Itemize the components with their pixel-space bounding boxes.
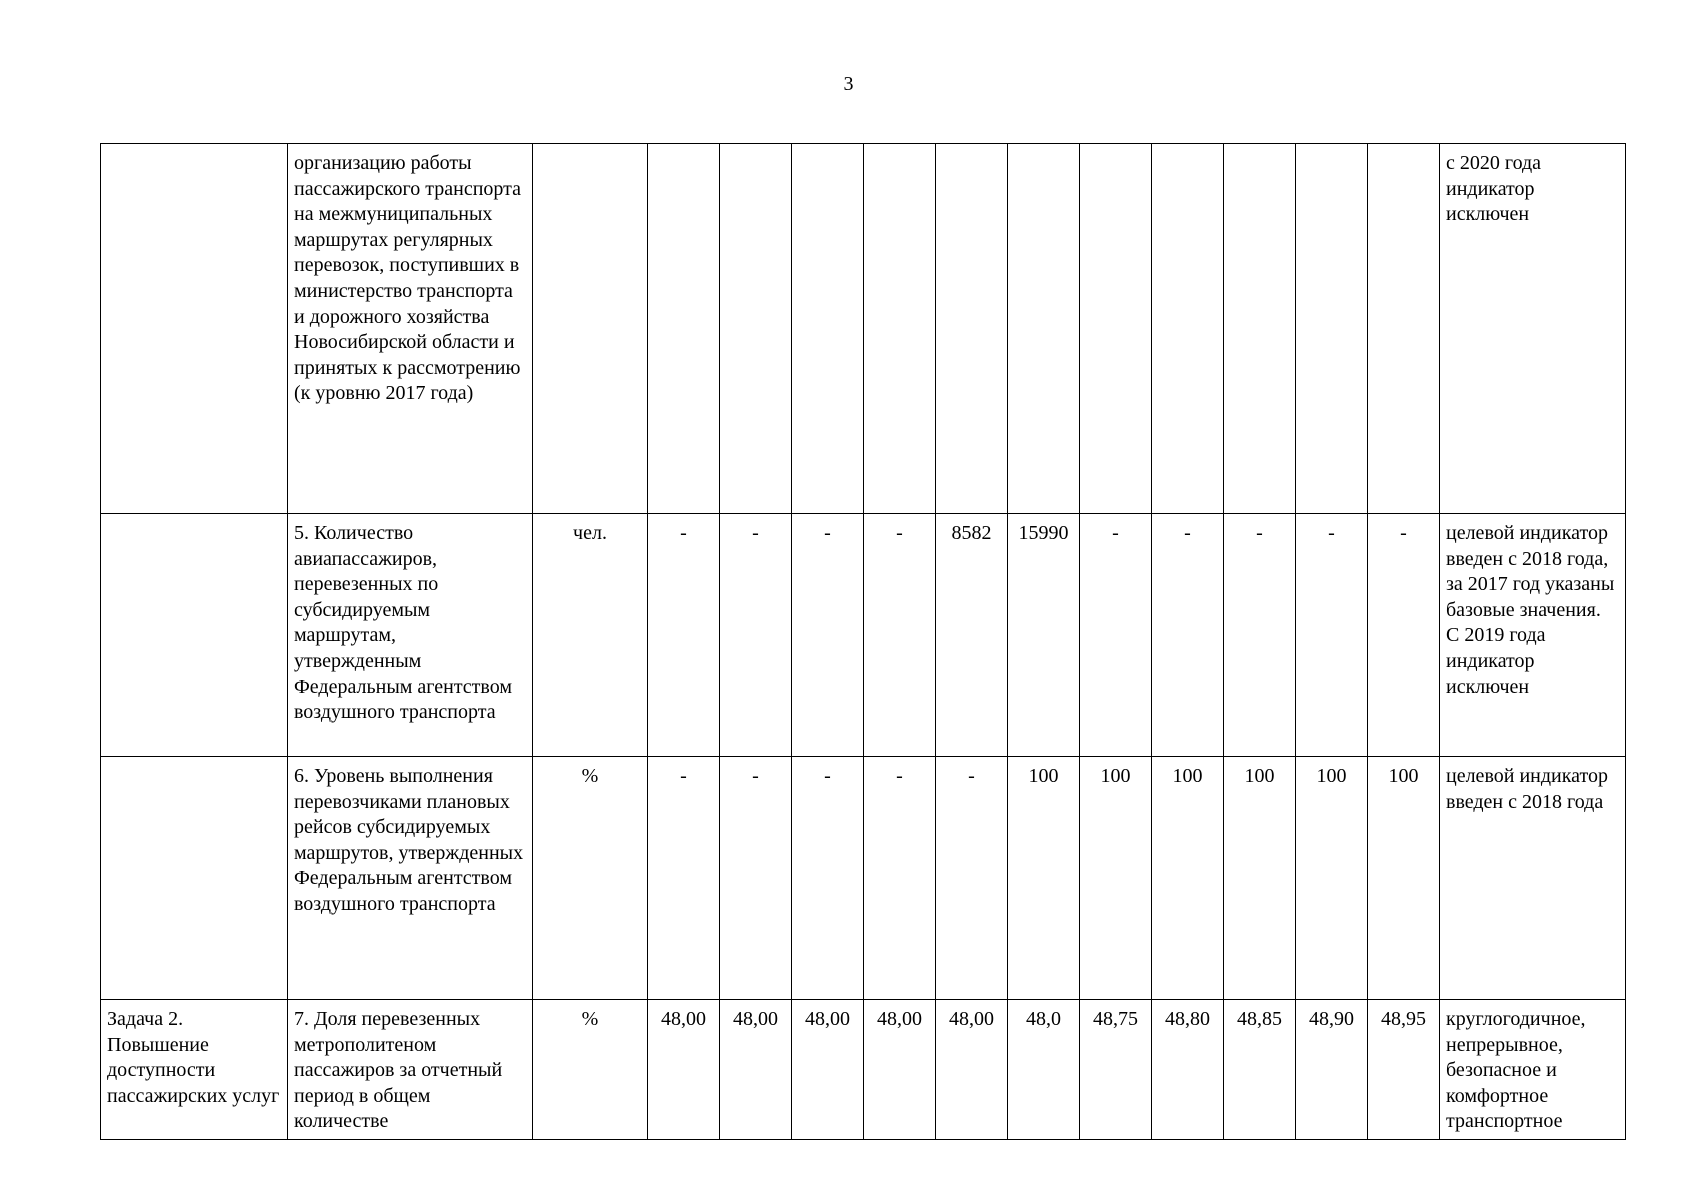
value-cell — [1368, 144, 1440, 514]
note-cell: целевой индикатор введен с 2018 года, за 2017 год указаны базовые значения. С 2019 года индикатор исключен — [1440, 514, 1626, 757]
value-cell — [720, 144, 792, 514]
note-cell: целевой индикатор введен с 2018 года — [1440, 757, 1626, 1000]
unit-cell: % — [533, 757, 648, 1000]
value-cell: - — [792, 757, 864, 1000]
value-cell: 48,85 — [1224, 1000, 1296, 1140]
value-cell — [1080, 144, 1152, 514]
value-cell — [1008, 144, 1080, 514]
value-cell: 48,00 — [648, 1000, 720, 1140]
indicator-cell: организацию работы пассажирского транспорта на межмуниципальных маршрутах регулярных перевозок, поступивших в министерство транспорта и дорожного хозяйства Новосибирской области и принятых к рассмотрению (к уровню 2017 года) — [288, 144, 533, 514]
value-cell: 48,00 — [864, 1000, 936, 1140]
value-cell — [1296, 144, 1368, 514]
value-cell: - — [1224, 514, 1296, 757]
value-cell: - — [1296, 514, 1368, 757]
value-cell: 48,00 — [936, 1000, 1008, 1140]
value-cell: - — [936, 757, 1008, 1000]
value-cell: - — [648, 514, 720, 757]
note-cell: круглогодичное, непрерывное, безопасное и комфортное транспортное — [1440, 1000, 1626, 1140]
value-cell: - — [792, 514, 864, 757]
value-cell: - — [864, 514, 936, 757]
value-cell: - — [1080, 514, 1152, 757]
value-cell: 48,0 — [1008, 1000, 1080, 1140]
value-cell: 15990 — [1008, 514, 1080, 757]
task-cell — [101, 514, 288, 757]
value-cell — [864, 144, 936, 514]
value-cell: 100 — [1152, 757, 1224, 1000]
value-cell: 100 — [1224, 757, 1296, 1000]
value-cell: - — [1368, 514, 1440, 757]
unit-cell — [533, 144, 648, 514]
note-cell: с 2020 года индикатор исключен — [1440, 144, 1626, 514]
table-row — [101, 757, 1626, 1000]
value-cell: 100 — [1008, 757, 1080, 1000]
table-row — [101, 144, 1626, 514]
indicator-cell: 6. Уровень выполнения перевозчиками плановых рейсов субсидируемых маршрутов, утвержденных Федеральным агентством воздушного транспорта — [288, 757, 533, 1000]
value-cell: 100 — [1296, 757, 1368, 1000]
value-cell — [792, 144, 864, 514]
value-cell — [1224, 144, 1296, 514]
task-cell — [101, 757, 288, 1000]
indicator-cell: 7. Доля перевезенных метрополитеном пассажиров за отчетный период в общем количестве — [288, 1000, 533, 1140]
value-cell: - — [864, 757, 936, 1000]
value-cell: - — [720, 757, 792, 1000]
value-cell: 100 — [1368, 757, 1440, 1000]
value-cell: 100 — [1080, 757, 1152, 1000]
value-cell: 48,80 — [1152, 1000, 1224, 1140]
value-cell: 48,00 — [792, 1000, 864, 1140]
unit-cell: % — [533, 1000, 648, 1140]
value-cell — [648, 144, 720, 514]
task-cell — [101, 144, 288, 514]
unit-cell: чел. — [533, 514, 648, 757]
table-row — [101, 1000, 1626, 1140]
value-cell: 48,95 — [1368, 1000, 1440, 1140]
value-cell: 8582 — [936, 514, 1008, 757]
value-cell: - — [720, 514, 792, 757]
indicators-table — [100, 143, 1626, 1140]
value-cell: 48,75 — [1080, 1000, 1152, 1140]
value-cell — [936, 144, 1008, 514]
value-cell — [1152, 144, 1224, 514]
value-cell: 48,90 — [1296, 1000, 1368, 1140]
table-row — [101, 514, 1626, 757]
value-cell: - — [648, 757, 720, 1000]
value-cell: - — [1152, 514, 1224, 757]
indicator-cell: 5. Количество авиапассажиров, перевезенных по субсидируемым маршрутам, утвержденным Федеральным агентством воздушного транспорта — [288, 514, 533, 757]
page-number: 3 — [843, 73, 854, 95]
task-cell: Задача 2. Повышение доступности пассажирских услуг — [101, 1000, 288, 1140]
value-cell: 48,00 — [720, 1000, 792, 1140]
